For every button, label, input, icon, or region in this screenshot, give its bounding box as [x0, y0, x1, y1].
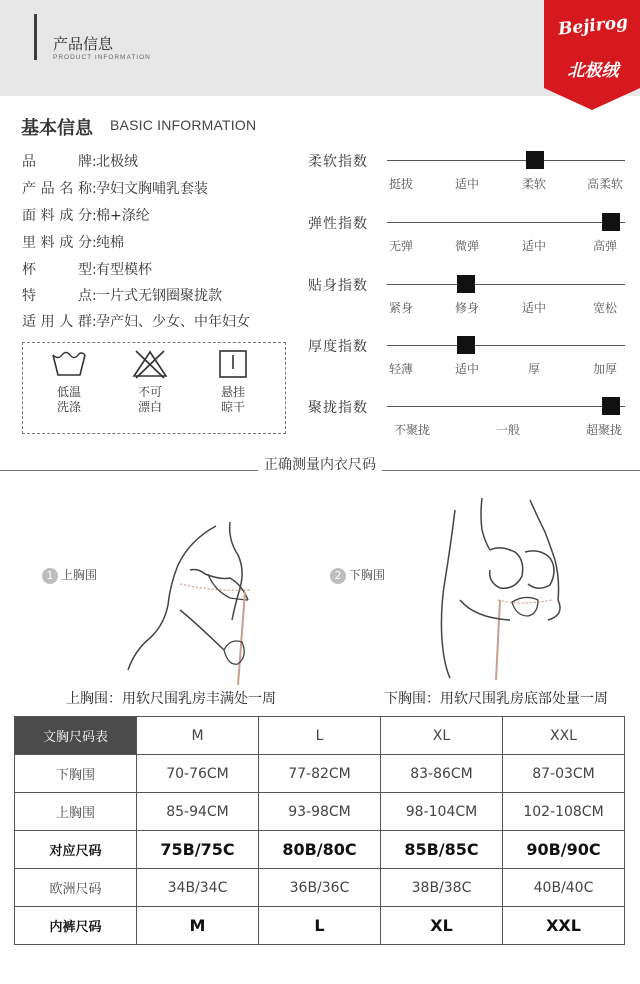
index-tick-label: 不聚拢	[393, 423, 431, 437]
size-table	[14, 716, 625, 945]
table-row	[15, 793, 625, 831]
size-cell: M	[137, 907, 259, 945]
info-value: 有型模杯	[96, 262, 152, 278]
size-cell: L	[259, 907, 381, 945]
info-label: 面料成分	[22, 208, 92, 224]
upper-bust-figure-illustration	[120, 510, 270, 685]
size-row-label: 内裤尺码	[15, 907, 137, 945]
size-cell: 34B/34C	[137, 869, 259, 907]
info-value: 北极绒	[96, 154, 138, 170]
index-tick-label: 适中	[521, 239, 547, 253]
info-colon: :	[92, 235, 97, 251]
info-row	[22, 178, 208, 198]
index-tick-label: 高柔软	[586, 177, 624, 191]
size-column-header: L	[259, 717, 381, 755]
table-row	[15, 755, 625, 793]
step-number: 2	[330, 568, 346, 584]
index-label: 聚拢指数	[308, 400, 368, 416]
index-label: 厚度指数	[308, 339, 368, 355]
info-colon: :	[92, 154, 97, 170]
index-tick-label: 一般	[495, 423, 521, 437]
index-scale-line	[387, 284, 625, 285]
size-cell: XXL	[503, 907, 625, 945]
size-cell: 90B/90C	[503, 831, 625, 869]
size-cell: 77-82CM	[259, 755, 381, 793]
info-value: 棉+涤纶	[96, 208, 150, 224]
index-tick-label: 超聚拢	[585, 423, 623, 437]
care-dry-text-2: 晾干	[220, 400, 245, 414]
size-cell: 80B/80C	[259, 831, 381, 869]
section-title-en: BASIC INFORMATION	[110, 117, 257, 133]
section-title: 基本信息	[21, 118, 93, 139]
index-level-marker	[457, 275, 475, 293]
info-row	[22, 205, 150, 225]
info-label: 产品名称	[22, 181, 92, 197]
index-tick-label: 适中	[454, 177, 480, 191]
info-value: 孕产妇、少女、中年妇女	[96, 314, 250, 330]
measure-title	[0, 454, 640, 474]
size-cell: 83-86CM	[381, 755, 503, 793]
index-tick-label: 厚	[527, 362, 541, 376]
index-scale-line	[387, 160, 625, 161]
info-row	[22, 285, 222, 305]
hang-dry-icon	[214, 349, 252, 379]
index-tick-label: 无弹	[388, 239, 414, 253]
header-accent-bar	[34, 14, 37, 60]
size-cell: 85B/85C	[381, 831, 503, 869]
size-row-label: 对应尺码	[15, 831, 137, 869]
info-colon: :	[92, 262, 97, 278]
brand-logo-cn: 北极绒	[567, 61, 619, 81]
size-cell: 85-94CM	[137, 793, 259, 831]
index-level-marker	[457, 336, 475, 354]
care-item-wash	[39, 349, 99, 415]
size-cell: 38B/38C	[381, 869, 503, 907]
index-scale-line	[387, 406, 625, 407]
info-value: 纯棉	[96, 235, 124, 251]
size-cell: 36B/36C	[259, 869, 381, 907]
no-bleach-icon	[131, 349, 169, 379]
size-cell: 87-03CM	[503, 755, 625, 793]
index-tick-label: 修身	[454, 301, 480, 315]
info-value: 孕妇文胸哺乳套装	[96, 181, 208, 197]
size-cell: 102-108CM	[503, 793, 625, 831]
page-title: 产品信息	[53, 35, 114, 53]
step-label: 下胸围	[349, 568, 386, 582]
info-label: 品 牌	[22, 154, 92, 170]
step-label: 上胸围	[61, 568, 98, 582]
size-table-title: 文胸尺码表	[15, 717, 137, 755]
size-table-header-row	[15, 717, 625, 755]
page-subtitle: PRODUCT INFORMATION	[53, 54, 151, 61]
upper-bust-caption: 上胸围：用软尺围乳房丰满处一周	[66, 691, 276, 707]
info-row	[22, 259, 152, 279]
size-cell: 70-76CM	[137, 755, 259, 793]
step-number: 1	[42, 568, 58, 584]
info-label: 适用人群	[22, 314, 92, 330]
index-tick-label: 柔软	[521, 177, 547, 191]
index-label: 柔软指数	[308, 154, 368, 170]
index-tick-label: 宽松	[592, 301, 618, 315]
index-tick-label: 适中	[454, 362, 480, 376]
care-wash-text-2: 洗涤	[56, 400, 81, 414]
care-item-dry	[203, 349, 263, 415]
index-level-marker	[526, 151, 544, 169]
info-label: 里料成分	[22, 235, 92, 251]
measure-title-text: 正确测量内衣尺码	[258, 457, 382, 473]
index-tick-label: 加厚	[592, 362, 618, 376]
table-row	[15, 907, 625, 945]
index-scale-line	[387, 222, 625, 223]
info-row	[22, 151, 138, 171]
info-label: 特 点	[22, 288, 92, 304]
index-label: 贴身指数	[308, 278, 368, 294]
brand-logo-en: Bejirog	[557, 12, 629, 40]
size-cell: XL	[381, 907, 503, 945]
care-wash-text-1: 低温	[56, 385, 81, 399]
under-bust-caption: 下胸围：用软尺围乳房底部处量一周	[384, 691, 608, 707]
care-bleach-text-1: 不可	[137, 385, 162, 399]
info-label: 杯 型	[22, 262, 92, 278]
size-column-header: XXL	[503, 717, 625, 755]
size-row-label: 上胸围	[15, 793, 137, 831]
index-tick-label: 微弹	[454, 239, 480, 253]
size-column-header: M	[137, 717, 259, 755]
step-upper-bust	[42, 566, 97, 584]
info-colon: :	[92, 208, 97, 224]
index-level-marker	[602, 213, 620, 231]
info-row	[22, 311, 250, 331]
care-bleach-text-2: 漂白	[137, 400, 162, 414]
index-tick-label: 轻薄	[388, 362, 414, 376]
size-cell: 75B/75C	[137, 831, 259, 869]
care-dry-text-1: 悬挂	[220, 385, 245, 399]
index-tick-label: 挺拔	[388, 177, 414, 191]
index-tick-label: 高弹	[592, 239, 618, 253]
size-row-label: 下胸围	[15, 755, 137, 793]
step-under-bust	[330, 566, 385, 584]
index-level-marker	[602, 397, 620, 415]
care-item-bleach	[120, 349, 180, 415]
index-tick-label: 紧身	[388, 301, 414, 315]
size-column-header: XL	[381, 717, 503, 755]
index-tick-label: 适中	[521, 301, 547, 315]
size-cell: 40B/40C	[503, 869, 625, 907]
info-row	[22, 232, 124, 252]
info-colon: :	[92, 288, 97, 304]
size-cell: 93-98CM	[259, 793, 381, 831]
size-row-label: 欧洲尺码	[15, 869, 137, 907]
index-label: 弹性指数	[308, 216, 368, 232]
care-instructions	[22, 342, 286, 434]
table-row	[15, 831, 625, 869]
size-cell: 98-104CM	[381, 793, 503, 831]
index-scale-line	[387, 345, 625, 346]
wash-low-temp-icon	[50, 349, 88, 379]
info-colon: :	[92, 314, 97, 330]
table-row	[15, 869, 625, 907]
info-value: 一片式无钢圈聚拢款	[96, 288, 222, 304]
under-bust-figure-illustration	[420, 490, 590, 680]
info-colon: :	[92, 181, 97, 197]
